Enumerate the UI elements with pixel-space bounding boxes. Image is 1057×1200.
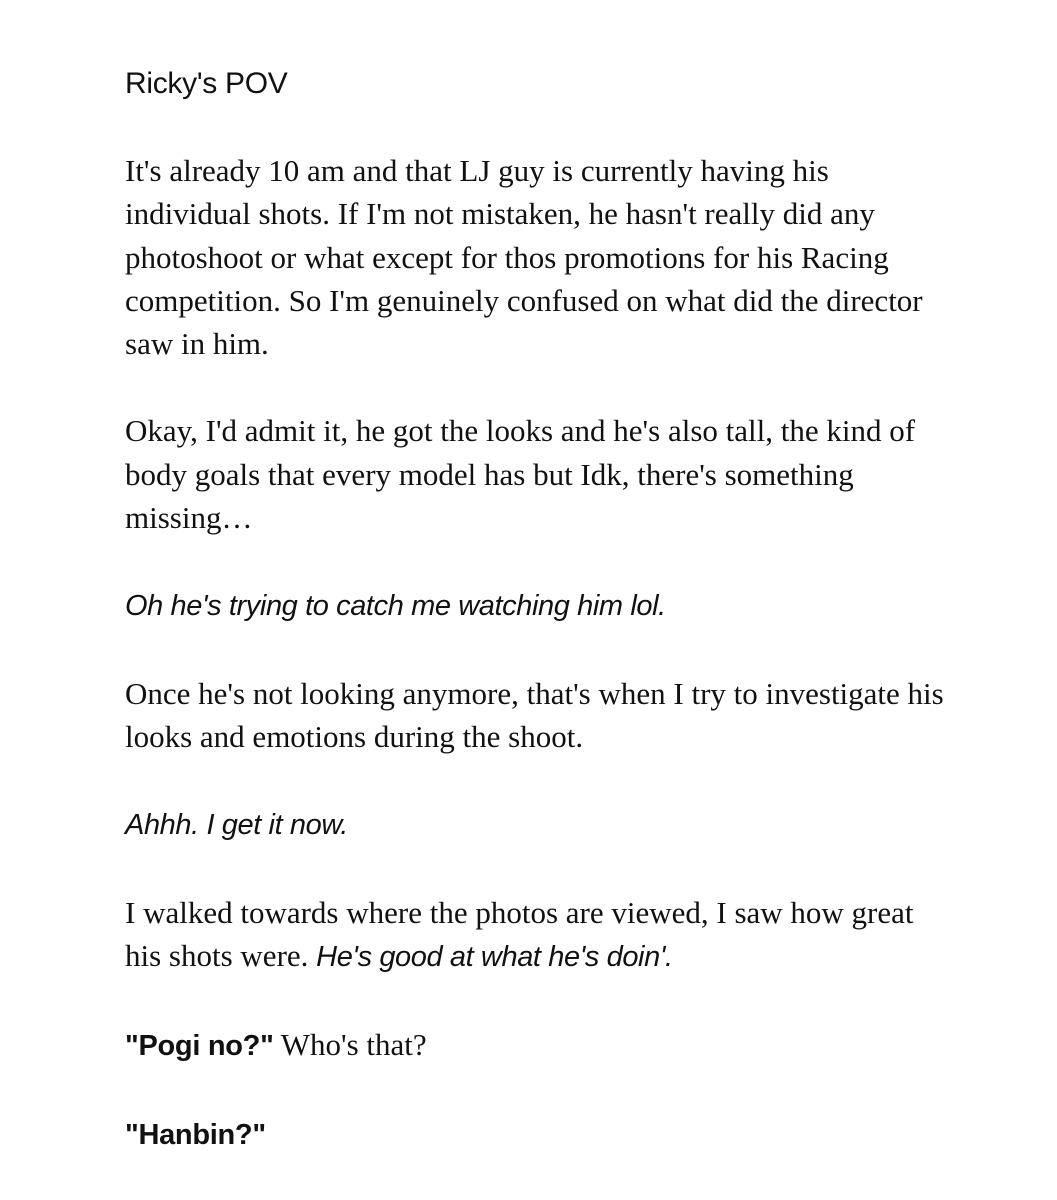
paragraph-8 <box>125 1112 945 1157</box>
paragraph-4: Once he's not looking anymore, that's when I try to investigate his looks and emotions during the shoot. <box>125 675 944 755</box>
narration-text: I walked towards where the photos are viewed, I saw how great his shots were. <box>125 894 914 974</box>
dialogue-quote-1: "Pogi no?" <box>125 1029 274 1062</box>
paragraph-7 <box>125 1023 945 1068</box>
inner-thought-2: Ahhh. I get it now. <box>125 808 348 841</box>
paragraph-3 <box>125 583 945 628</box>
paragraph-2: Okay, I'd admit it, he got the looks and he's also tall, the kind of body goals that every model has but Idk, there's something missing… <box>125 413 916 536</box>
paragraph-5 <box>125 802 945 847</box>
inner-thought-3: He's good at what he's doin'. <box>316 941 673 974</box>
paragraph-6 <box>125 891 945 980</box>
narration-question: Who's that? <box>273 1026 427 1062</box>
chapter-heading <box>125 62 945 105</box>
paragraph-1: It's already 10 am and that LJ guy is currently having his individual shots. If I'm not mistaken, he hasn't really did any photoshoot or what except for thos promotions for his Racing competition. So I'm genuinely confused on what did the director saw in him. <box>125 152 923 362</box>
inner-thought-1: Oh he's trying to catch me watching him lol. <box>125 589 666 622</box>
dialogue-quote-2: "Hanbin?" <box>125 1118 266 1151</box>
pov-heading: Ricky's POV <box>125 67 288 100</box>
story-page <box>125 62 945 1157</box>
